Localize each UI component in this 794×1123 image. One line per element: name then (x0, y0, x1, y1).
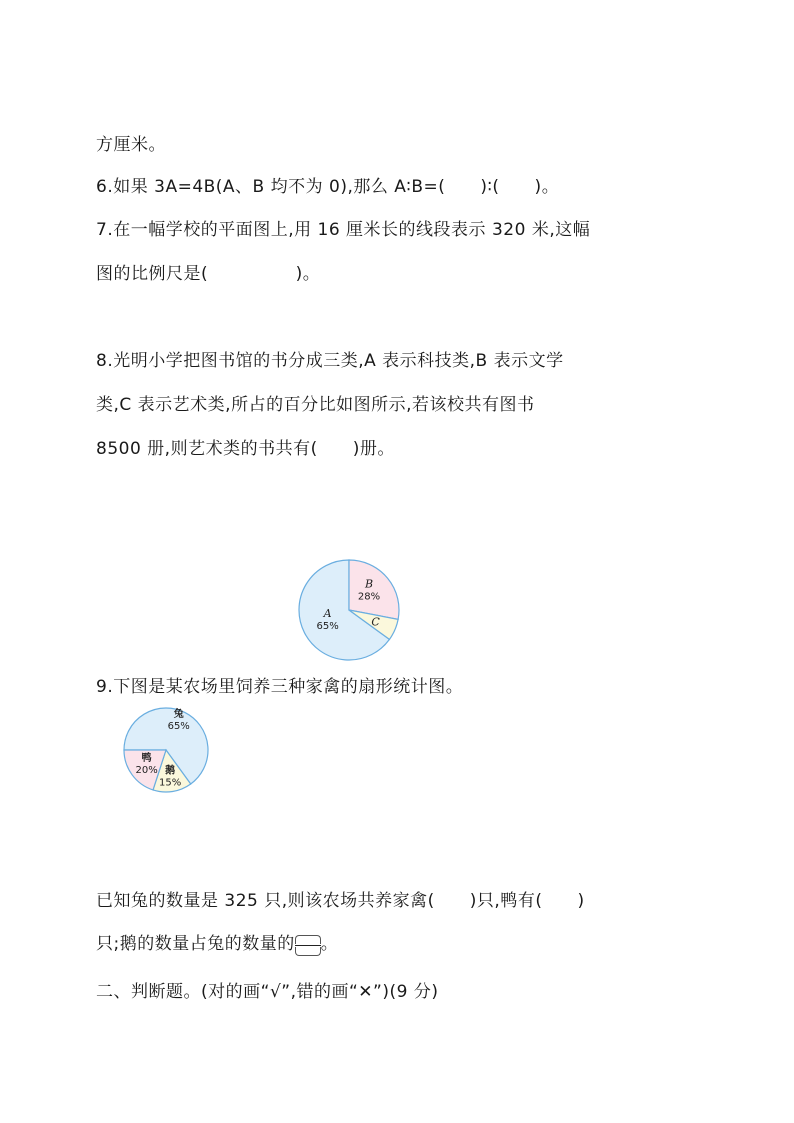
question-8-line-1: 8.光明小学把图书馆的书分成三类,A 表示科技类,B 表示文学 (96, 351, 564, 371)
pie-slice-value-0: 65% (316, 620, 339, 632)
question-9-line-2: 已知兔的数量是 325 只,则该农场共养家禽( )只,鸭有( ) (96, 891, 585, 911)
question-9-line-3-text: 只;鹅的数量占兔的数量的 (96, 934, 295, 954)
pie-slice-label-1: 鹅 (165, 765, 176, 777)
pie-chart-poultry (123, 707, 209, 793)
fraction-bar (295, 945, 321, 946)
pie-chart-poultry-svg (123, 707, 209, 793)
section-2-heading: 二、判断题。(对的画“√”,错的画“✕”)(9 分) (96, 982, 439, 1002)
pie-slice-value-2: 20% (135, 765, 158, 777)
pie-slice-value-1: 15% (158, 777, 182, 789)
question-8-line-2: 类,C 表示艺术类,所占的百分比如图所示,若该校共有图书 (96, 395, 535, 415)
question-6: 6.如果 3A=4B(A、B 均不为 0),那么 A∶B=( )∶( )。 (96, 177, 560, 197)
question-7-line-1: 7.在一幅学校的平面图上,用 16 厘米长的线段表示 320 米,这幅 (96, 220, 591, 240)
pie-slice-value-0: 65% (167, 721, 190, 733)
question-9: 9.下图是某农场里饲养三种家禽的扇形统计图。 (96, 677, 464, 697)
pie-slice-label-0: 兔 (173, 709, 184, 721)
pie-slice-label-1: B (364, 577, 374, 591)
question-9-line-3 (96, 932, 338, 956)
pie-chart-books-svg (298, 559, 400, 661)
pie-slice-label-2: 鸭 (141, 753, 152, 765)
pie-slice-label-0: A (323, 606, 332, 620)
question-8-line-3: 8500 册,则艺术类的书共有( )册。 (96, 439, 395, 459)
pie-slice-value-1: 28% (357, 591, 381, 603)
question-7-line-2: 图的比例尺是( )。 (96, 264, 321, 284)
fraction-blank (295, 935, 321, 955)
fraction-denominator-blank (295, 947, 321, 956)
fraction-numerator-blank (295, 935, 321, 944)
pie-chart-books (298, 559, 400, 661)
pie-slice-label-2: C (371, 615, 380, 629)
question-9-line-3-end: 。 (320, 934, 339, 954)
text-line-continuation: 方厘米。 (96, 135, 166, 155)
pie-slice-1 (349, 560, 399, 619)
